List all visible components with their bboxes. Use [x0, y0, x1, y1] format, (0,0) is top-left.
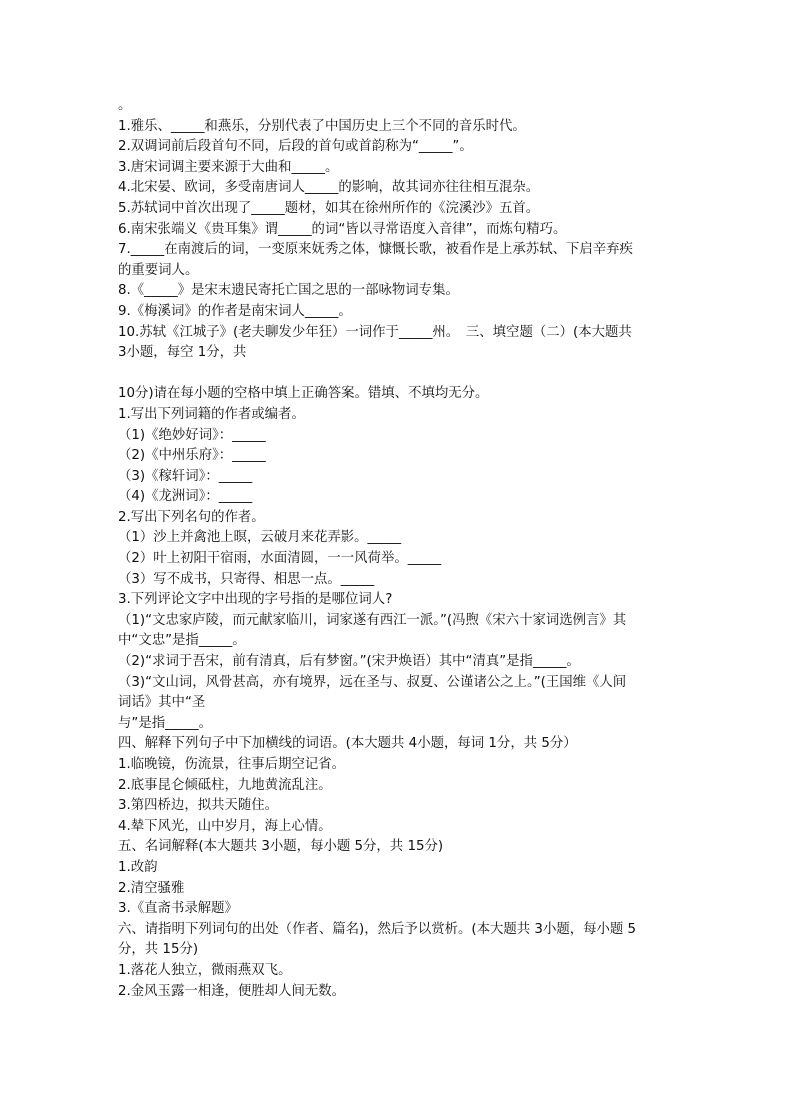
text-line: 1.雅乐、_____和燕乐，分别代表了中国历史上三个不同的音乐时代。 [118, 118, 526, 134]
text-line: 2.底事昆仑倾砥柱，九地黄流乱注。 [118, 777, 332, 793]
text-line: 4.北宋晏、欧词，多受南唐词人_____的影响，故其词亦往往相互混杂。 [118, 180, 540, 196]
text-line: （3)《稼轩词》：_____ [118, 468, 253, 484]
text-line: 的重要词人。 [118, 262, 199, 278]
text-line: 3.下列评论文字中出现的字号指的是哪位词人? [118, 592, 393, 608]
text-line: 五、名词解释(本大题共 3小题，每小题 5分，共 15分) [118, 839, 444, 855]
text-line: 。 [118, 98, 132, 113]
text-line: （1)“文忠家庐陵，而元献家临川，词家遂有西江一派。”(冯煦《宋六十家词选例言》其 [118, 612, 627, 628]
text-line: （3）写不成书，只寄得、相思一点。_____ [118, 571, 375, 587]
text-line: （2）叶上初阳干宿雨，水面清圆，一一风荷举。_____ [118, 551, 442, 567]
text-line: 7._____在南渡后的词，一变原来妩秀之体，慷慨长歌，被看作是上承苏轼、下启辛弃疾 [118, 242, 633, 258]
text-line: 9.《梅溪词》的作者是南宋词人_____。 [118, 303, 352, 319]
text-line: 3.第四桥边，拟共天随住。 [118, 798, 279, 814]
text-line: （3)“文山词，风骨甚高，亦有境界，远在圣与、叔夏、公谨诸公之上。”(王国维《人间 [118, 674, 627, 690]
text-line: 2.金风玉露一相逢，便胜却人间无数。 [118, 983, 346, 999]
text-line: 2.清空骚雅 [118, 880, 185, 896]
text-line: 1.写出下列词籍的作者或编者。 [118, 406, 305, 422]
text-line: 1.落花人独立，微雨燕双飞。 [118, 962, 292, 978]
text-line: 1.改韵 [118, 859, 158, 875]
text-line: 8.《_____》是宋末遗民寄托亡国之思的一部咏物词专集。 [118, 283, 459, 299]
text-line: 与”是指_____。 [118, 715, 212, 731]
text-line: 2.双调词前后段首句不同，后段的首句或首韵称为“_____”。 [118, 139, 473, 155]
text-line: （1）沙上并禽池上暝，云破月来花弄影。_____ [118, 530, 402, 546]
text-line: 中“文忠”是指_____。 [118, 633, 246, 649]
text-line: 4.辇下风光，山中岁月，海上心情。 [118, 818, 332, 834]
text-line: 6.南宋张端义《贵耳集》谓_____的词“皆以寻常语度入音律”，而炼句精巧。 [118, 221, 567, 237]
text-line: 1.临晚镜，伤流景，往事后期空记省。 [118, 757, 346, 772]
text-line: 分，共 15分) [118, 942, 199, 958]
text-line: （2)《中州乐府》：_____ [118, 448, 266, 464]
text-line: 3.《直斋书录解题》 [118, 901, 238, 917]
text-line: 10.苏轼《江城子》(老夫聊发少年狂）一词作于_____州。 三、填空题（二）(本大题共 [118, 324, 632, 340]
blank-line [118, 364, 670, 385]
text-line: 四、解释下列句子中下加横线的词语。(本大题共 4小题，每词 1分，共 5分） [118, 736, 577, 752]
document-body [118, 96, 670, 1002]
text-line: （4)《龙洲词》：_____ [118, 489, 253, 505]
text-line: 六、请指明下列词句的出处（作者、篇名)，然后予以赏析。(本大题共 3小题，每小题 5 [118, 921, 637, 937]
text-line: （1)《绝妙好词》：_____ [118, 427, 266, 443]
text-line: 10分)请在每小题的空格中填上正确答案。错填、不填均无分。 [118, 386, 489, 402]
text-line: 5.苏轼词中首次出现了_____题材，如其在徐州所作的《浣溪沙》五首。 [118, 200, 540, 216]
text-line: 词话》其中“圣 [118, 695, 206, 711]
text-line: 3小题，每空 1分，共 [118, 345, 247, 361]
text-line: 3.唐宋词调主要来源于大曲和_____。 [118, 159, 339, 175]
text-line: （2)“求词于吾宋，前有清真，后有梦窗。”(宋尹焕语）其中“清真”是指_____。 [118, 654, 580, 670]
text-line: 2.写出下列名句的作者。 [118, 509, 265, 525]
